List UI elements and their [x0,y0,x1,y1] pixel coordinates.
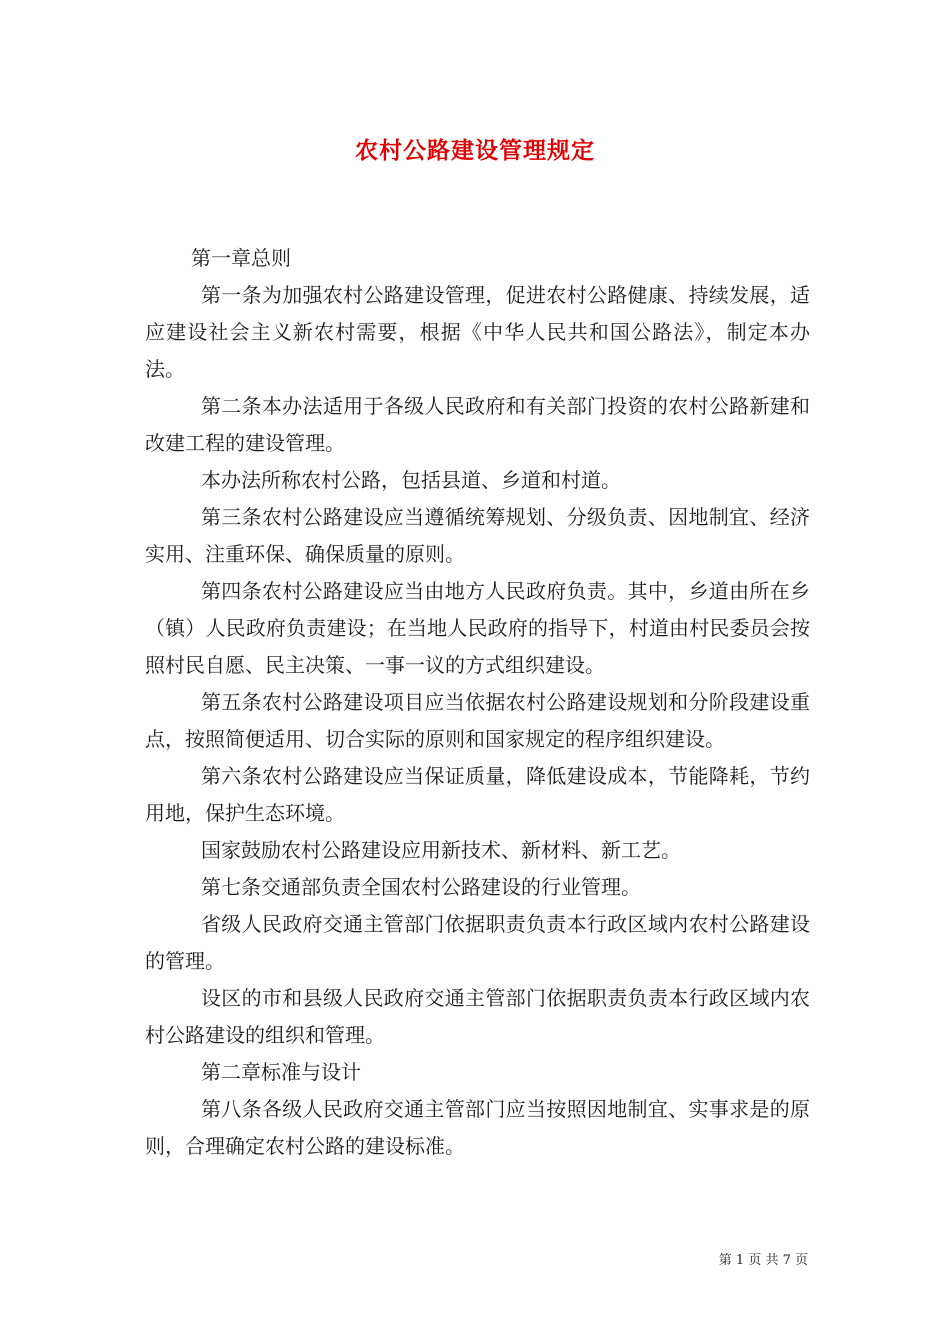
article-6: 第六条农村公路建设应当保证质量，降低建设成本，节能降耗，节约用地，保护生态环境。 [145,764,810,825]
article-1: 第一条为加强农村公路建设管理，促进农村公路健康、持续发展，适应建设社会主义新农村需要，根据《中华人民共和国公路法》，制定本办法。 [145,283,810,381]
page-number-footer: 第 1 页 共 7 页 [718,1253,808,1268]
article-7-city-county: 设区的市和县级人民政府交通主管部门依据职责负责本行政区域内农村公路建设的组织和管理。 [145,986,810,1047]
article-7-province: 省级人民政府交通主管部门依据职责负责本行政区域内农村公路建设的管理。 [145,912,810,973]
chapter-heading-2: 第二章标准与设计 [201,1060,361,1084]
article-2: 第二条本办法适用于各级人民政府和有关部门投资的农村公路新建和改建工程的建设管理。 [145,394,810,455]
article-8: 第八条各级人民政府交通主管部门应当按照因地制宜、实事求是的原则，合理确定农村公路的建设标准。 [145,1097,810,1158]
article-6-note: 国家鼓励农村公路建设应用新技术、新材料、新工艺。 [201,838,681,862]
document-body [145,240,810,1165]
article-4: 第四条农村公路建设应当由地方人民政府负责。其中，乡道由所在乡（镇）人民政府负责建设；在当地人民政府的指导下，村道由村民委员会按照村民自愿、民主决策、一事一议的方式组织建设。 [145,579,810,677]
article-2-note: 本办法所称农村公路，包括县道、乡道和村道。 [201,468,621,492]
article-3: 第三条农村公路建设应当遵循统筹规划、分级负责、因地制宜、经济实用、注重环保、确保质量的原则。 [145,505,810,566]
document-title: 农村公路建设管理规定 [355,137,595,164]
article-5: 第五条农村公路建设项目应当依据农村公路建设规划和分阶段建设重点，按照简便适用、切合实际的原则和国家规定的程序组织建设。 [145,690,810,751]
chapter-heading-1: 第一章总则 [191,246,291,270]
article-7: 第七条交通部负责全国农村公路建设的行业管理。 [201,875,641,899]
